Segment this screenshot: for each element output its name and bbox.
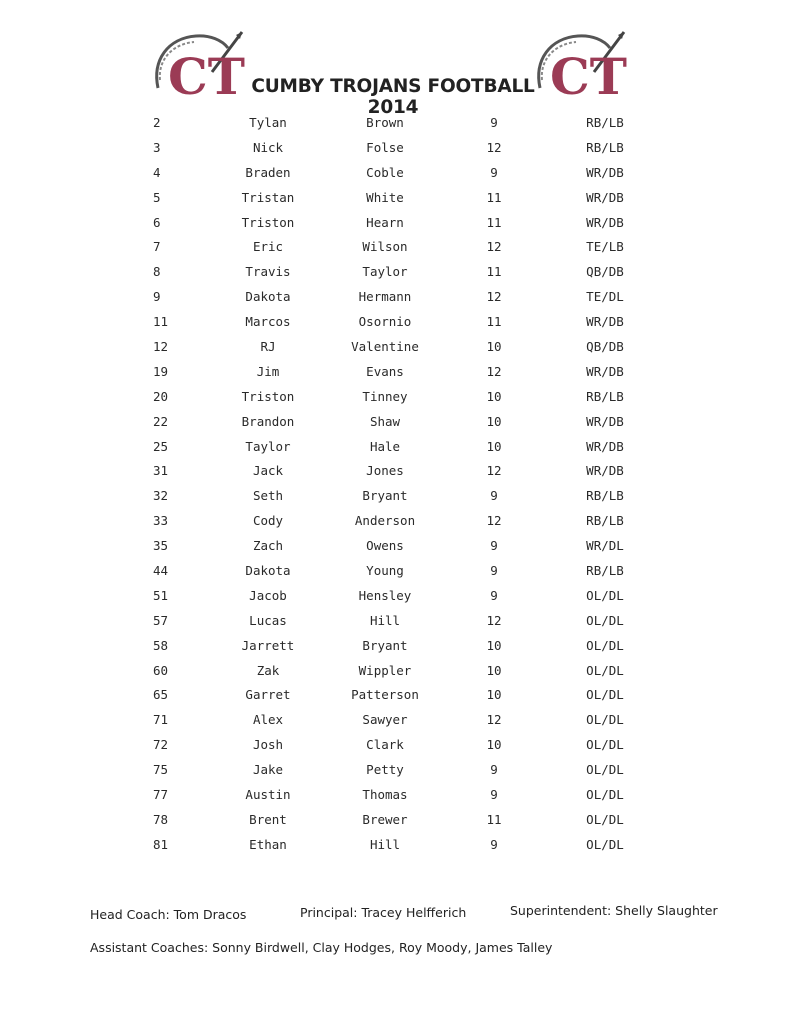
position: WR/DB xyxy=(586,189,624,205)
first-name: Triston xyxy=(241,388,295,404)
first-name: Triston xyxy=(241,214,295,230)
first-name: Dakota xyxy=(245,289,291,305)
jersey-number: 75 xyxy=(153,762,169,778)
principal: Principal: Tracey Helfferich xyxy=(300,905,467,920)
jersey-number: 35 xyxy=(153,538,169,554)
roster-row xyxy=(0,160,786,185)
first-name: Zak xyxy=(256,662,280,678)
first-name: Nick xyxy=(252,139,284,155)
roster-row xyxy=(0,508,786,533)
grade: 9 xyxy=(490,563,498,579)
roster-row xyxy=(0,608,786,633)
jersey-number: 44 xyxy=(153,563,169,579)
trojan-helmet-logo-left xyxy=(150,30,250,102)
last-name: Hill xyxy=(369,612,401,628)
first-name: Seth xyxy=(252,488,284,504)
grade: 9 xyxy=(490,587,498,603)
last-name: Brown xyxy=(366,115,404,130)
roster-row xyxy=(0,483,786,508)
roster-row xyxy=(0,583,786,608)
position: TE/LB xyxy=(586,239,624,255)
first-name: Jarrett xyxy=(241,637,295,653)
position: OL/DL xyxy=(586,637,624,653)
jersey-number: 71 xyxy=(153,712,169,728)
last-name: Valentine xyxy=(351,339,419,355)
position: OL/DL xyxy=(586,687,624,703)
grade: 12 xyxy=(486,463,502,479)
last-name: Hale xyxy=(369,438,401,454)
jersey-number: 5 xyxy=(153,189,161,205)
first-name: Dakota xyxy=(245,563,291,579)
grade: 11 xyxy=(486,214,502,230)
grade: 12 xyxy=(486,139,502,155)
jersey-number: 31 xyxy=(153,463,169,479)
first-name: Lucas xyxy=(249,612,287,628)
roster-row xyxy=(0,832,786,857)
grade: 12 xyxy=(486,289,502,305)
jersey-number: 72 xyxy=(153,737,169,753)
first-name: Brent xyxy=(249,811,287,827)
first-name: Eric xyxy=(252,239,284,255)
jersey-number: 20 xyxy=(153,388,169,404)
jersey-number: 12 xyxy=(153,339,169,355)
svg-text:CT: CT xyxy=(550,47,628,102)
roster-row xyxy=(0,384,786,409)
position: RB/LB xyxy=(586,139,624,155)
jersey-number: 2 xyxy=(153,115,161,130)
jersey-number: 77 xyxy=(153,787,169,803)
roster-row xyxy=(0,135,786,160)
grade: 10 xyxy=(486,388,502,404)
grade: 9 xyxy=(490,164,498,180)
first-name: Brandon xyxy=(241,413,295,429)
jersey-number: 78 xyxy=(153,811,169,827)
last-name: Coble xyxy=(366,164,404,180)
grade: 10 xyxy=(486,339,502,355)
position: TE/DL xyxy=(586,289,624,305)
last-name: Petty xyxy=(366,762,404,778)
jersey-number: 58 xyxy=(153,637,169,653)
first-name: Jake xyxy=(252,762,284,778)
last-name: Wilson xyxy=(362,239,408,255)
first-name: Cody xyxy=(252,513,284,529)
last-name: Taylor xyxy=(362,264,408,280)
grade: 11 xyxy=(486,314,502,330)
grade: 12 xyxy=(486,363,502,379)
first-name: Austin xyxy=(245,787,291,803)
position: QB/DB xyxy=(586,264,624,280)
last-name: Hensley xyxy=(358,587,412,603)
roster-row xyxy=(0,434,786,459)
first-name: Marcos xyxy=(245,314,291,330)
position: OL/DL xyxy=(586,737,624,753)
roster-row xyxy=(0,558,786,583)
grade: 12 xyxy=(486,239,502,255)
roster-row xyxy=(0,309,786,334)
first-name: Jacob xyxy=(249,587,287,603)
grade: 12 xyxy=(486,712,502,728)
first-name: Alex xyxy=(252,712,284,728)
roster-table xyxy=(0,110,786,857)
last-name: Anderson xyxy=(354,513,416,529)
position: WR/DL xyxy=(586,538,624,554)
roster-row xyxy=(0,682,786,707)
roster-row xyxy=(0,633,786,658)
roster-row xyxy=(0,185,786,210)
grade: 10 xyxy=(486,637,502,653)
grade: 12 xyxy=(486,612,502,628)
roster-row xyxy=(0,707,786,732)
position: WR/DB xyxy=(586,164,624,180)
last-name: Young xyxy=(366,563,404,579)
position: RB/LB xyxy=(586,388,624,404)
roster-row xyxy=(0,782,786,807)
position: WR/DB xyxy=(586,413,624,429)
position: WR/DB xyxy=(586,314,624,330)
roster-row xyxy=(0,757,786,782)
grade: 12 xyxy=(486,513,502,529)
jersey-number: 25 xyxy=(153,438,169,454)
last-name: Hill xyxy=(369,836,401,852)
last-name: Evans xyxy=(366,363,404,379)
jersey-number: 8 xyxy=(153,264,161,280)
jersey-number: 81 xyxy=(153,836,169,852)
position: RB/LB xyxy=(586,115,624,130)
jersey-number: 51 xyxy=(153,587,169,603)
jersey-number: 6 xyxy=(153,214,161,230)
assistant-coaches: Assistant Coaches: Sonny Birdwell, Clay Hodges, Roy Moody, James Talley xyxy=(90,940,553,955)
first-name: Jim xyxy=(256,363,280,379)
last-name: Wippler xyxy=(358,662,412,678)
roster-row xyxy=(0,533,786,558)
jersey-number: 22 xyxy=(153,413,169,429)
jersey-number: 9 xyxy=(153,289,161,305)
last-name: Clark xyxy=(366,737,404,753)
jersey-number: 60 xyxy=(153,662,169,678)
roster-row xyxy=(0,458,786,483)
first-name: RJ xyxy=(260,339,276,355)
position: OL/DL xyxy=(586,587,624,603)
head-coach: Head Coach: Tom Dracos xyxy=(90,907,247,922)
roster-row xyxy=(0,334,786,359)
position: OL/DL xyxy=(586,712,624,728)
roster-row xyxy=(0,807,786,832)
page-title: CUMBY TROJANS FOOTBALL 2014 xyxy=(251,76,535,118)
svg-text:CT: CT xyxy=(168,47,246,102)
jersey-number: 7 xyxy=(153,239,161,255)
first-name: Josh xyxy=(252,737,284,753)
roster-row xyxy=(0,259,786,284)
jersey-number: 33 xyxy=(153,513,169,529)
first-name: Tristan xyxy=(241,189,295,205)
position: WR/DB xyxy=(586,463,624,479)
roster-row xyxy=(0,658,786,683)
grade: 9 xyxy=(490,787,498,803)
first-name: Zach xyxy=(252,538,284,554)
position: OL/DL xyxy=(586,762,624,778)
jersey-number: 4 xyxy=(153,164,161,180)
jersey-number: 65 xyxy=(153,687,169,703)
last-name: Osornio xyxy=(358,314,412,330)
position: OL/DL xyxy=(586,811,624,827)
last-name: Jones xyxy=(366,463,404,479)
last-name: Thomas xyxy=(362,787,408,803)
first-name: Travis xyxy=(245,264,291,280)
grade: 9 xyxy=(490,488,498,504)
position: OL/DL xyxy=(586,836,624,852)
roster-row xyxy=(0,732,786,757)
grade: 10 xyxy=(486,438,502,454)
grade: 9 xyxy=(490,538,498,554)
position: OL/DL xyxy=(586,612,624,628)
first-name: Braden xyxy=(245,164,291,180)
last-name: Sawyer xyxy=(362,712,408,728)
first-name: Tylan xyxy=(249,115,287,130)
jersey-number: 57 xyxy=(153,612,169,628)
position: RB/LB xyxy=(586,513,624,529)
first-name: Taylor xyxy=(245,438,291,454)
grade: 11 xyxy=(486,189,502,205)
last-name: Owens xyxy=(366,538,404,554)
position: OL/DL xyxy=(586,662,624,678)
last-name: Brewer xyxy=(362,811,408,827)
jersey-number: 32 xyxy=(153,488,169,504)
first-name: Garret xyxy=(245,687,291,703)
grade: 11 xyxy=(486,264,502,280)
last-name: Tinney xyxy=(362,388,408,404)
grade: 10 xyxy=(486,662,502,678)
jersey-number: 11 xyxy=(153,314,169,330)
grade: 11 xyxy=(486,811,502,827)
jersey-number: 3 xyxy=(153,139,161,155)
last-name: White xyxy=(366,189,404,205)
roster-row xyxy=(0,359,786,384)
roster-row xyxy=(0,210,786,235)
roster-row xyxy=(0,409,786,434)
roster-row xyxy=(0,284,786,309)
grade: 10 xyxy=(486,413,502,429)
position: WR/DB xyxy=(586,363,624,379)
grade: 10 xyxy=(486,687,502,703)
last-name: Patterson xyxy=(351,687,419,703)
first-name: Jack xyxy=(252,463,284,479)
roster-row xyxy=(0,234,786,259)
roster-row xyxy=(0,110,786,135)
jersey-number: 19 xyxy=(153,363,169,379)
position: QB/DB xyxy=(586,339,624,355)
position: WR/DB xyxy=(586,438,624,454)
last-name: Bryant xyxy=(362,637,408,653)
position: RB/LB xyxy=(586,563,624,579)
grade: 9 xyxy=(490,836,498,852)
grade: 9 xyxy=(490,762,498,778)
last-name: Bryant xyxy=(362,488,408,504)
last-name: Hearn xyxy=(366,214,404,230)
last-name: Folse xyxy=(366,139,404,155)
position: WR/DB xyxy=(586,214,624,230)
first-name: Ethan xyxy=(249,836,287,852)
position: OL/DL xyxy=(586,787,624,803)
position: RB/LB xyxy=(586,488,624,504)
superintendent: Superintendent: Shelly Slaughter xyxy=(510,903,718,918)
grade: 9 xyxy=(490,115,498,130)
last-name: Shaw xyxy=(369,413,401,429)
last-name: Hermann xyxy=(358,289,412,305)
grade: 10 xyxy=(486,737,502,753)
